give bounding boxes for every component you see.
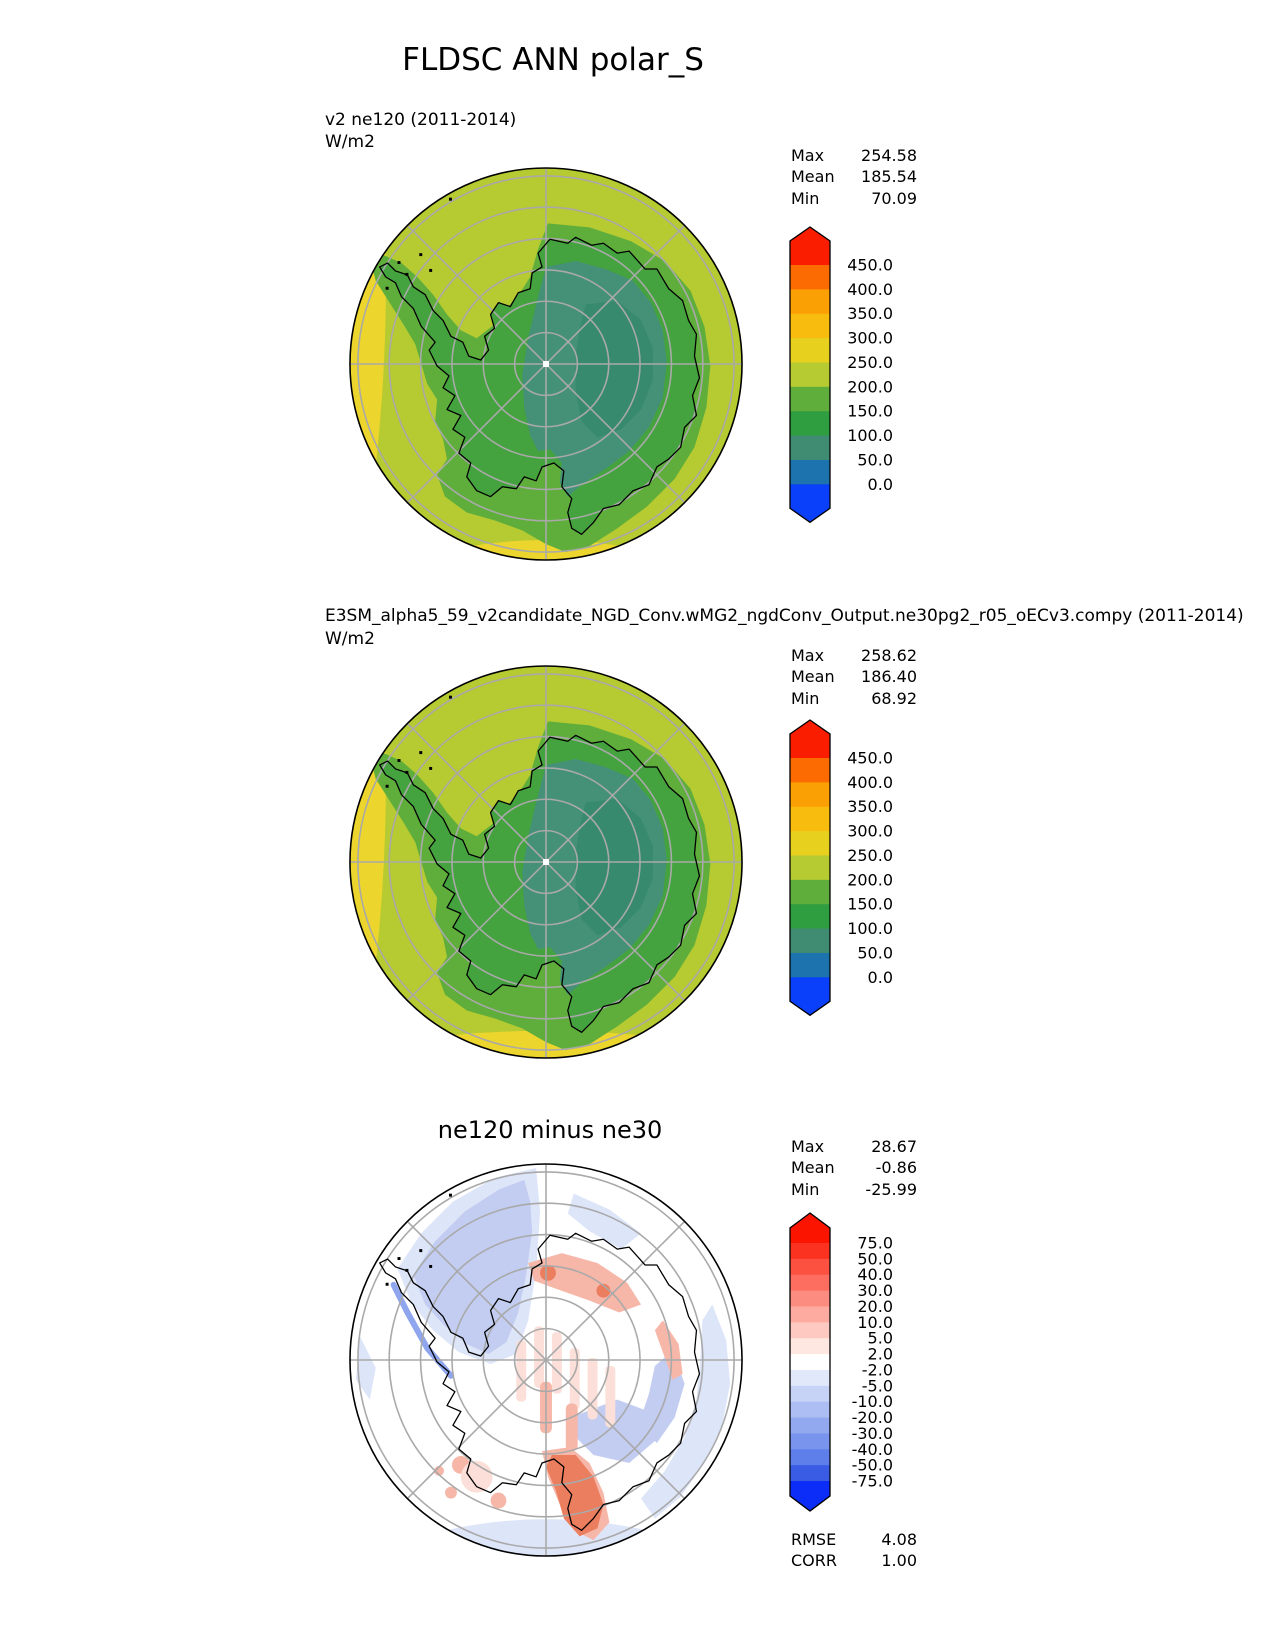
stat-label: Min (791, 188, 820, 208)
panel2-units-label: W/m2 (325, 629, 375, 649)
stat-row (791, 688, 917, 709)
colorbar-tick-label: -50.0 (851, 1455, 893, 1475)
colorbar-tick-label: 2.0 (867, 1344, 893, 1364)
colorbar-tick-label: 10.0 (857, 1312, 893, 1332)
colorbar-svg (789, 226, 901, 524)
colorbar-tick-label: 250.0 (847, 845, 893, 865)
stat-value: 68.92 (871, 688, 917, 708)
colorbar-tick-label: -10.0 (851, 1392, 893, 1412)
colorbar-tick-label: 450.0 (847, 748, 893, 768)
colorbar-tick-label: 0.0 (867, 474, 893, 494)
stat-row (791, 645, 917, 666)
stat-row (791, 1157, 917, 1178)
colorbar-tick-label: -5.0 (861, 1376, 893, 1396)
colorbar-tick-label: 5.0 (867, 1328, 893, 1348)
colorbar-tick-label: 350.0 (847, 797, 893, 817)
panel3-stats (791, 1136, 917, 1200)
colorbar-tick-label: 50.0 (857, 450, 893, 470)
stat-value: 254.58 (861, 146, 917, 165)
colorbar-tick-label: -20.0 (851, 1408, 893, 1428)
colorbar-tick-label: 50.0 (857, 1249, 893, 1269)
colorbar-tick-label: 200.0 (847, 377, 893, 397)
colorbar-tick-label: 0.0 (867, 967, 893, 987)
colorbar-tick-label: 450.0 (847, 255, 893, 275)
colorbar-tick-label: 400.0 (847, 772, 893, 792)
colorbar-tick-label: 200.0 (847, 870, 893, 890)
panel2-stats (791, 645, 917, 709)
colorbar-tick-label: -2.0 (861, 1360, 893, 1380)
stat-row (791, 1550, 917, 1571)
colorbar-tick-label: -40.0 (851, 1439, 893, 1459)
stat-row (791, 1179, 917, 1200)
stat-value: -0.86 (875, 1158, 917, 1178)
panel1-units-label: W/m2 (325, 132, 375, 152)
stat-value: 70.09 (871, 188, 917, 208)
colorbar-tick-label: 30.0 (857, 1281, 893, 1301)
colorbar-svg (789, 719, 901, 1017)
colorbar-tick-label: 350.0 (847, 304, 893, 324)
colorbar-tick-label: 150.0 (847, 401, 893, 421)
stat-label: Min (791, 1179, 820, 1199)
panel3-metrics (791, 1529, 917, 1572)
polar-map-svg (348, 1162, 744, 1558)
stat-value: 258.62 (861, 646, 917, 665)
colorbar-tick-label: 300.0 (847, 328, 893, 348)
stat-row (791, 166, 917, 187)
colorbar-tick-label: 150.0 (847, 894, 893, 914)
stat-value: 1.00 (881, 1551, 917, 1571)
stat-value: 28.67 (871, 1137, 917, 1156)
colorbar-tick-label: 20.0 (857, 1296, 893, 1316)
stat-label: Max (791, 1137, 825, 1156)
stat-label: Mean (791, 667, 835, 687)
stat-label: Max (791, 146, 825, 165)
panel3-polar-map (348, 1162, 744, 1558)
panel1-colorbar (789, 226, 901, 526)
polar-map-svg (348, 664, 744, 1060)
panel2-dataset-label: E3SM_alpha5_59_v2candidate_NGD_Conv.wMG2_ngdConv_Output.ne30pg2_r05_oECv3.compy (2011-2014) (325, 606, 1244, 626)
colorbar-tick-label: 250.0 (847, 352, 893, 372)
panel1-stats (791, 145, 917, 209)
colorbar-tick-label: 100.0 (847, 426, 893, 446)
polar-map-svg (348, 166, 744, 562)
stat-label: CORR (791, 1551, 837, 1571)
panel2-colorbar (789, 719, 901, 1019)
panel3-colorbar (789, 1212, 901, 1512)
colorbar-tick-label: 100.0 (847, 919, 893, 939)
colorbar-tick-label: -30.0 (851, 1423, 893, 1443)
stat-row (791, 1136, 917, 1157)
stat-value: 185.54 (861, 167, 917, 187)
stat-value: -25.99 (865, 1179, 917, 1199)
stat-row (791, 666, 917, 687)
stat-value: 4.08 (881, 1530, 917, 1549)
colorbar-tick-label: 40.0 (857, 1265, 893, 1285)
colorbar-tick-label: 300.0 (847, 821, 893, 841)
panel1-polar-map (348, 166, 744, 562)
stat-label: RMSE (791, 1530, 837, 1549)
colorbar-svg (789, 1212, 901, 1513)
stat-label: Min (791, 688, 820, 708)
stat-row (791, 188, 917, 209)
stat-label: Mean (791, 1158, 835, 1178)
page-title: FLDSC ANN polar_S (402, 42, 704, 78)
colorbar-tick-label: -75.0 (851, 1471, 893, 1491)
stat-label: Max (791, 646, 825, 665)
colorbar-tick-label: 50.0 (857, 943, 893, 963)
stat-row (791, 145, 917, 166)
colorbar-tick-label: 400.0 (847, 279, 893, 299)
panel1-dataset-label: v2 ne120 (2011-2014) (325, 110, 517, 130)
colorbar-tick-label: 75.0 (857, 1233, 893, 1253)
stat-label: Mean (791, 167, 835, 187)
panel2-polar-map (348, 664, 744, 1060)
panel3-title: ne120 minus ne30 (437, 1116, 663, 1144)
stat-value: 186.40 (861, 667, 917, 687)
stat-row (791, 1529, 917, 1550)
